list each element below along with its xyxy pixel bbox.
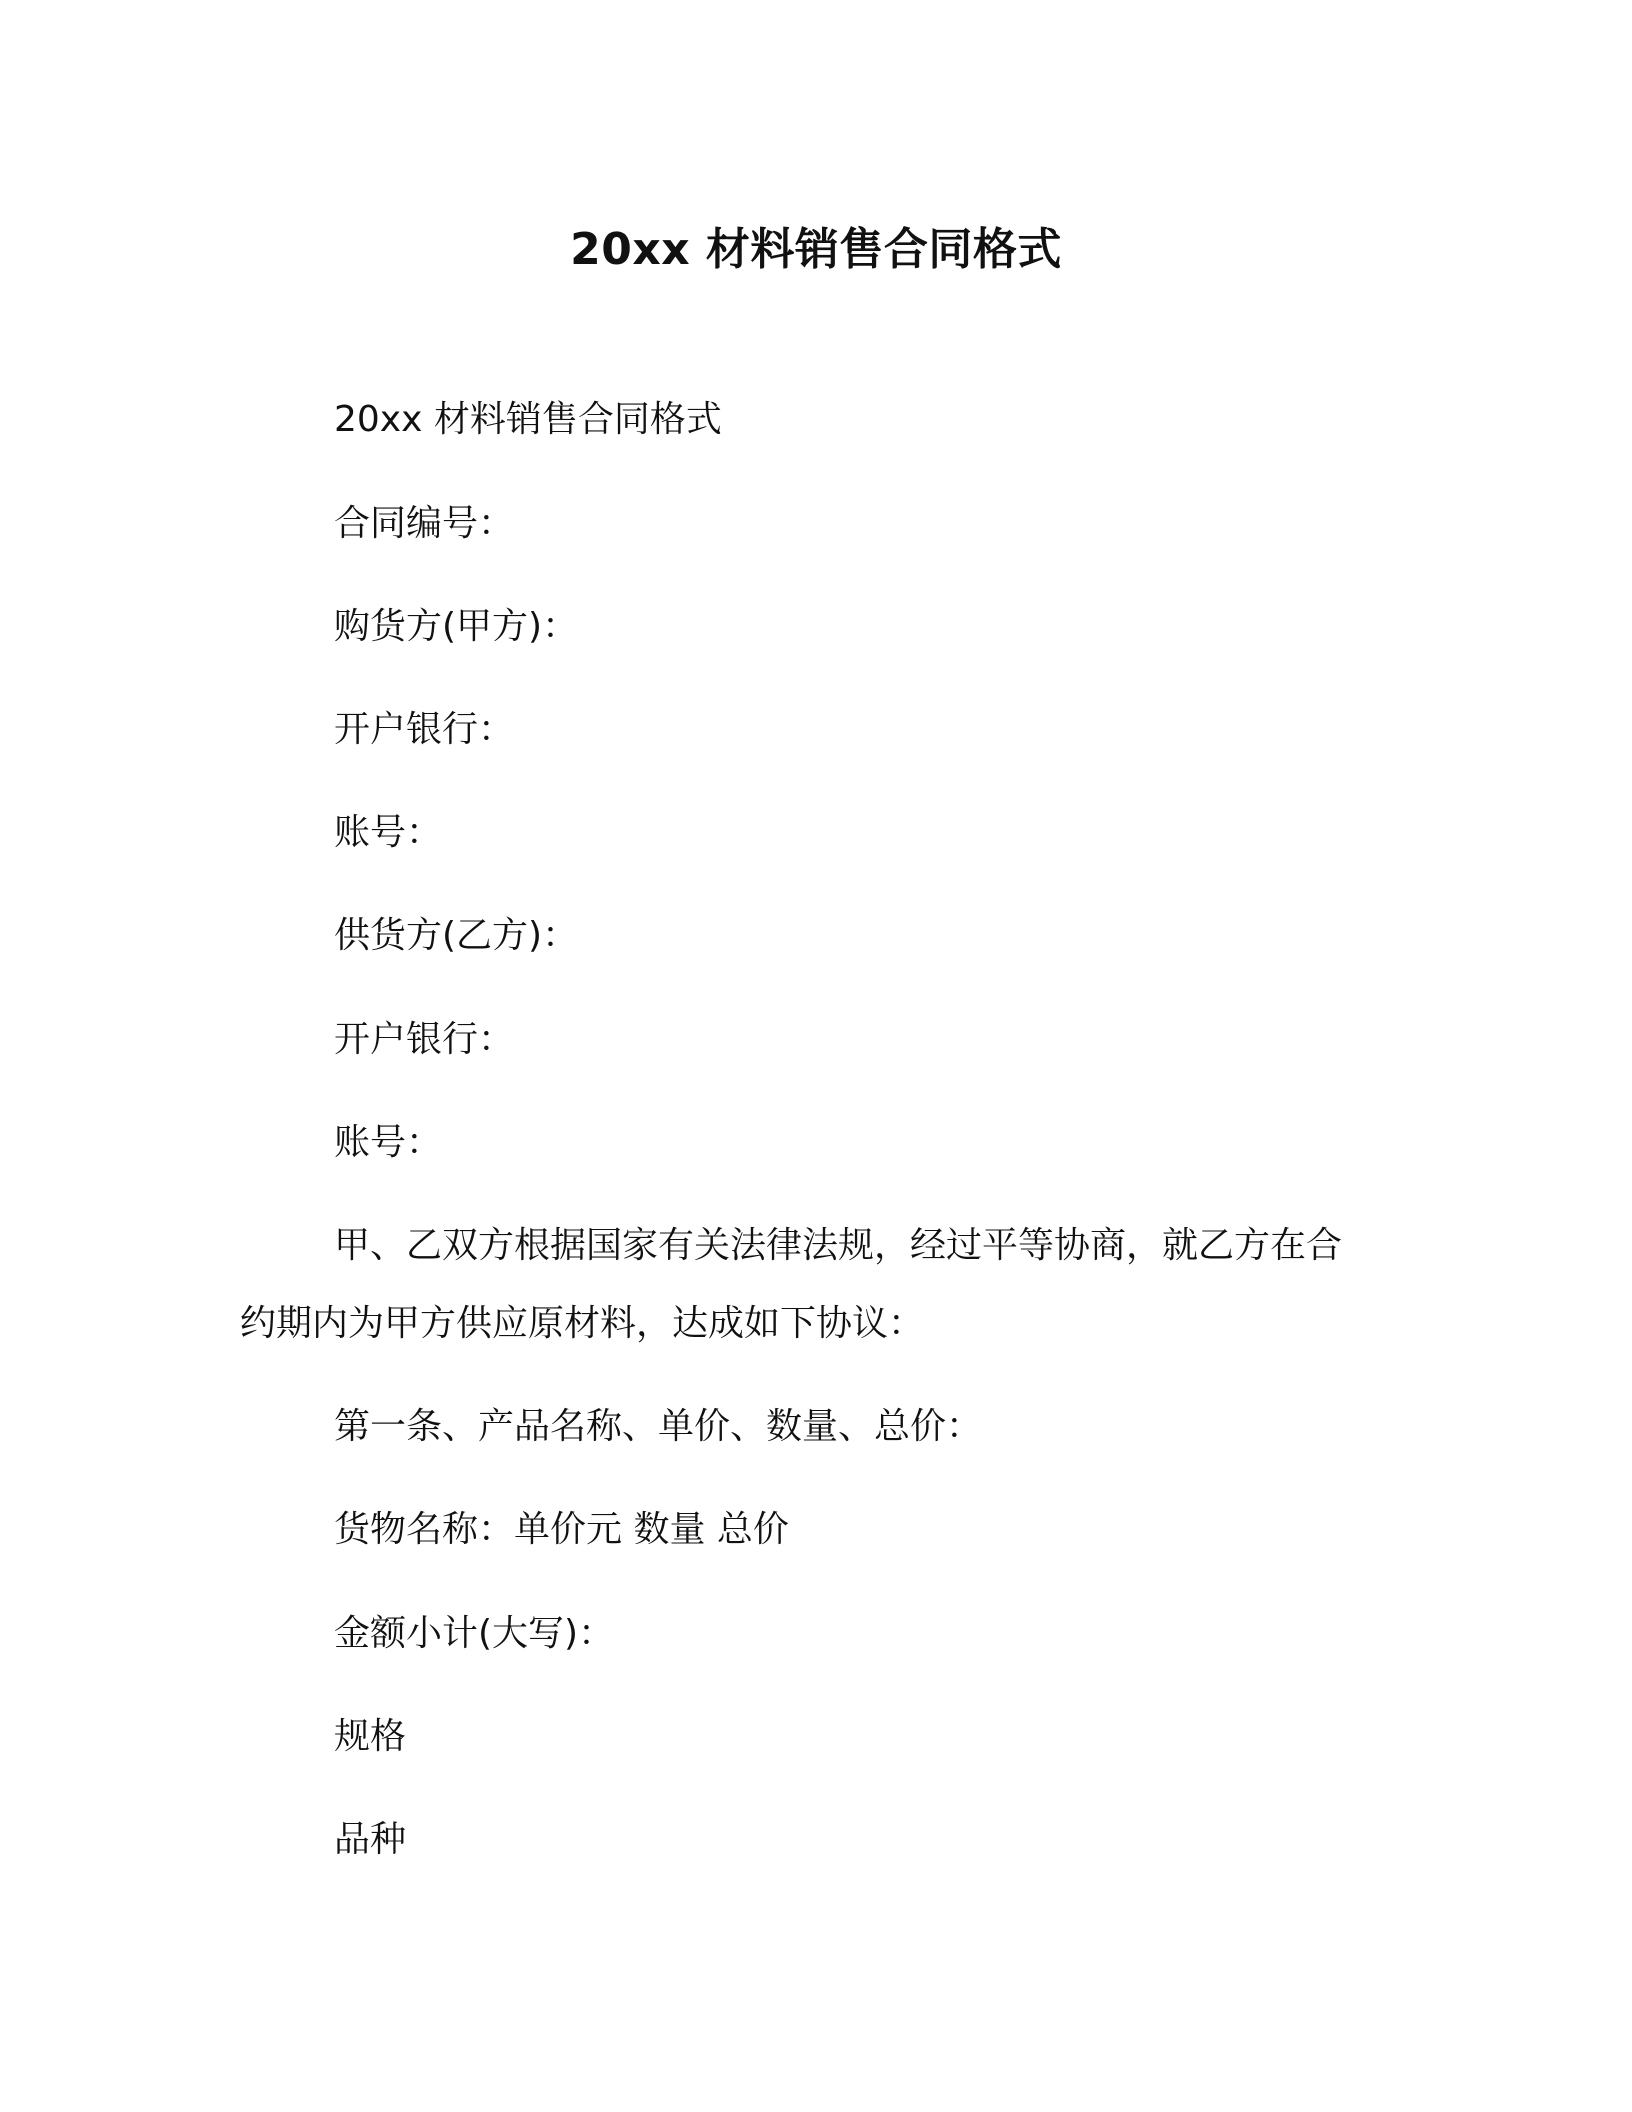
goods-line: 货物名称：单价元 数量 总价 bbox=[334, 1509, 789, 1550]
buyer-party-field: 购货方(甲方)： bbox=[334, 606, 579, 647]
supplier-bank-field: 开户银行： bbox=[334, 1019, 515, 1060]
clause-heading: 第一条、产品名称、单价、数量、总价： bbox=[334, 1406, 983, 1447]
variety-field: 品种 bbox=[334, 1819, 407, 1860]
amount-subtotal-field: 金额小计(大写)： bbox=[334, 1613, 615, 1654]
buyer-bank-field: 开户银行： bbox=[334, 709, 515, 750]
agreement-paragraph-line-1: 甲、乙双方根据国家有关法律法规，经过平等协商，就乙方在合 bbox=[334, 1225, 1343, 1266]
document-title: 20xx 材料销售合同格式 bbox=[570, 224, 1062, 275]
agreement-paragraph-line-2: 约期内为甲方供应原材料，达成如下协议： bbox=[240, 1303, 925, 1344]
specification-field: 规格 bbox=[334, 1716, 407, 1757]
buyer-account-field: 账号： bbox=[334, 812, 443, 853]
contract-subtitle: 20xx 材料销售合同格式 bbox=[334, 399, 722, 440]
contract-number-field: 合同编号： bbox=[334, 503, 515, 544]
supplier-party-field: 供货方(乙方)： bbox=[334, 915, 579, 956]
supplier-account-field: 账号： bbox=[334, 1122, 443, 1163]
